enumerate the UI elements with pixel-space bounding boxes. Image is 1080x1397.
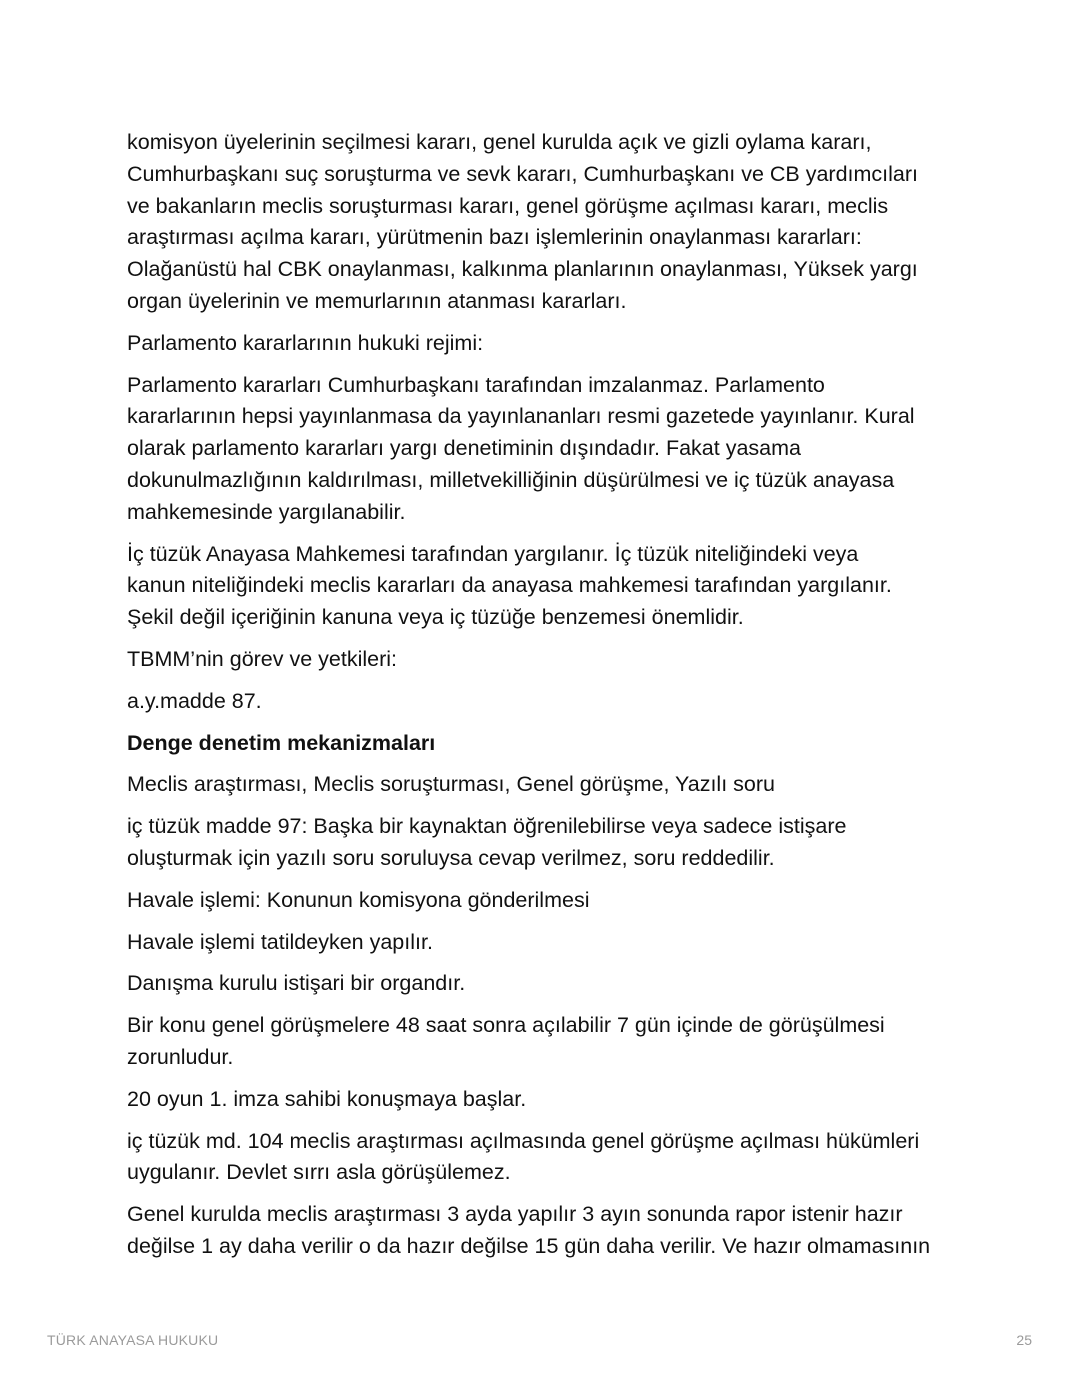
paragraph-article-97 — [127, 811, 967, 875]
paragraph-referral-recess — [127, 927, 967, 959]
paragraph-article-104 — [127, 1126, 967, 1190]
text-line: Denge denetim mekanizmaları — [127, 730, 436, 755]
paragraph-mechanisms — [127, 769, 967, 801]
text-line: Şekil değil içeriğinin kanuna veya iç tüzüğe benzemesi önemlidir. — [127, 605, 744, 630]
text-line: organ üyelerinin ve memurlarının atanması kararları. — [127, 288, 627, 313]
text-line: mahkemesinde yargılanabilir. — [127, 499, 406, 524]
section-heading — [127, 728, 967, 760]
text-line: Parlamento kararlarının hukuki rejimi: — [127, 330, 484, 355]
page-body — [127, 127, 967, 1273]
text-line: a.y.madde 87. — [127, 688, 262, 713]
text-line: ve bakanların meclis soruşturması kararı, genel görüşme açılması kararı, meclis — [127, 193, 889, 218]
paragraph-legal-regime-title — [127, 328, 967, 360]
text-line: değilse 1 ay daha verilir o da hazır değilse 15 gün daha verilir. Ve hazır olmamasının — [127, 1233, 931, 1258]
paragraph-article-87 — [127, 686, 967, 718]
text-line: uygulanır. Devlet sırrı asla görüşülemez. — [127, 1160, 511, 1185]
text-line: Olağanüstü hal CBK onaylanması, kalkınma planlarının onaylanması, Yüksek yargı — [127, 257, 918, 282]
paragraph-research-timeline — [127, 1199, 967, 1263]
text-line: Genel kurulda meclis araştırması 3 ayda yapılır 3 ayın sonunda rapor istenir hazır — [127, 1202, 903, 1227]
text-line: kararlarının hepsi yayınlanmasa da yayınlananları resmi gazetede yayınlanır. Kural — [127, 404, 915, 429]
text-line: TBMM’nin görev ve yetkileri: — [127, 646, 398, 671]
text-line: İç tüzük Anayasa Mahkemesi tarafından yargılanır. İç tüzük niteliğindeki veya — [127, 541, 859, 566]
text-line: oluşturmak için yazılı soru soruluysa cevap verilmez, soru reddedilir. — [127, 845, 775, 870]
text-line: Danışma kurulu istişari bir organdır. — [127, 971, 466, 996]
paragraph-general-debate — [127, 1010, 967, 1074]
paragraph-referral — [127, 885, 967, 917]
text-line: Meclis araştırması, Meclis soruşturması, Genel görüşme, Yazılı soru — [127, 772, 775, 797]
paragraph-tbmm-duties — [127, 644, 967, 676]
text-line: zorunludur. — [127, 1044, 234, 1069]
text-line: iç tüzük md. 104 meclis araştırması açılmasında genel görüşme açılması hükümleri — [127, 1128, 920, 1153]
text-line: Cumhurbaşkanı suç soruşturma ve sevk kararı, Cumhurbaşkanı ve CB yardımcıları — [127, 161, 919, 186]
paragraph-resolutions-list — [127, 127, 967, 318]
text-line: iç tüzük madde 97: Başka bir kaynaktan öğrenilebilirse veya sadece istişare — [127, 814, 847, 839]
text-line: komisyon üyelerinin seçilmesi kararı, genel kurulda açık ve gizli oylama kararı, — [127, 130, 872, 154]
paragraph-signatory — [127, 1084, 967, 1116]
text-line: 20 oyun 1. imza sahibi konuşmaya başlar. — [127, 1086, 527, 1111]
text-line: Havale işlemi tatildeyken yapılır. — [127, 929, 433, 954]
text-line: Havale işlemi: Konunun komisyona gönderilmesi — [127, 887, 590, 912]
footer-title: TÜRK ANAYASA HUKUKU — [47, 1332, 219, 1348]
text-line: dokunulmazlığının kaldırılması, milletvekilliğinin düşürülmesi ve iç tüzük anayasa — [127, 467, 895, 492]
page-number: 25 — [1016, 1332, 1032, 1348]
text-line: araştırması açılma kararı, yürütmenin bazı işlemlerinin onaylanması kararları: — [127, 225, 862, 250]
paragraph-internal-rules — [127, 539, 967, 634]
text-line: Parlamento kararları Cumhurbaşkanı tarafından imzalanmaz. Parlamento — [127, 372, 825, 397]
text-line: Bir konu genel görüşmelere 48 saat sonra açılabilir 7 gün içinde de görüşülmesi — [127, 1013, 885, 1038]
text-line: olarak parlamento kararları yargı denetiminin dışındadır. Fakat yasama — [127, 436, 801, 461]
paragraph-legal-regime — [127, 370, 967, 529]
paragraph-advisory-board — [127, 968, 967, 1000]
text-line: kanun niteliğindeki meclis kararları da anayasa mahkemesi tarafından yargılanır. — [127, 573, 892, 598]
